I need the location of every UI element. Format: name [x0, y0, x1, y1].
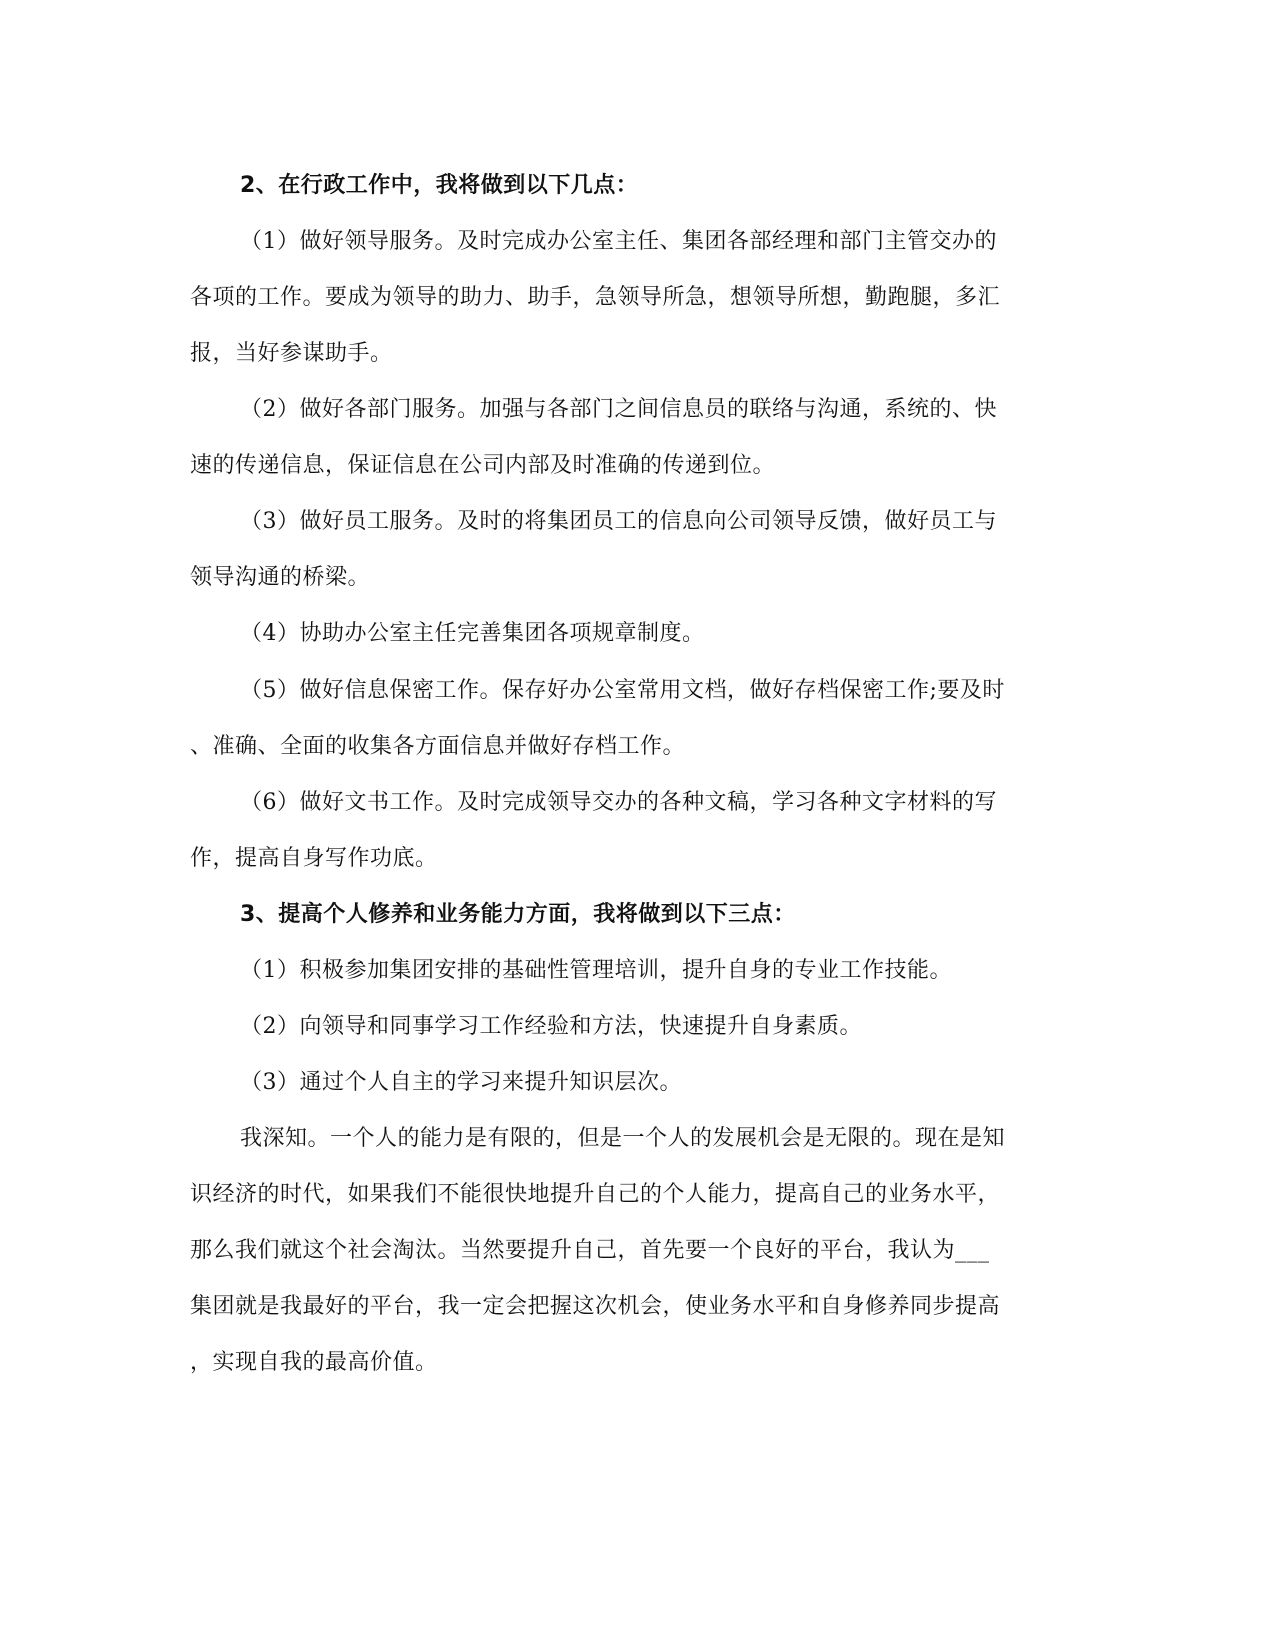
list-item-6-line-1: （6）做好文书工作。及时完成领导交办的各种文稿，学习各种文字材料的写 [240, 790, 997, 815]
section-heading-2: 2、在行政工作中，我将做到以下几点： [240, 173, 639, 198]
closing-paragraph-line-3: 那么我们就这个社会淘汰。当然要提升自己，首先要一个良好的平台，我认为___ [190, 1238, 990, 1263]
point-2: （2）向领导和同事学习工作经验和方法，快速提升自身素质。 [240, 1014, 862, 1039]
closing-paragraph-line-2: 识经济的时代，如果我们不能很快地提升自己的个人能力，提高自己的业务水平， [190, 1182, 1001, 1207]
list-item-6-line-2: 作，提高自身写作功底。 [190, 846, 438, 871]
point-1: （1）积极参加集团安排的基础性管理培训，提升自身的专业工作技能。 [240, 958, 952, 983]
list-item-3-line-2: 领导沟通的桥梁。 [190, 565, 371, 590]
list-item-4-line-1: （4）协助办公室主任完善集团各项规章制度。 [240, 621, 705, 646]
closing-paragraph-line-5: ，实现自我的最高价值。 [190, 1350, 438, 1375]
closing-paragraph-line-1: 我深知。一个人的能力是有限的，但是一个人的发展机会是无限的。现在是知 [240, 1126, 1006, 1151]
list-item-2-line-2: 速的传递信息，保证信息在公司内部及时准确的传递到位。 [190, 453, 776, 478]
section-heading-3: 3、提高个人修养和业务能力方面，我将做到以下三点： [240, 902, 796, 927]
closing-paragraph-line-4: 集团就是我最好的平台，我一定会把握这次机会，使业务水平和自身修养同步提高 [190, 1294, 1001, 1319]
list-item-5-line-1: （5）做好信息保密工作。保存好办公室常用文档，做好存档保密工作;要及时 [240, 678, 1005, 703]
point-3: （3）通过个人自主的学习来提升知识层次。 [240, 1070, 682, 1095]
list-item-1-line-1: （1）做好领导服务。及时完成办公室主任、集团各部经理和部门主管交办的 [240, 229, 997, 254]
list-item-1-line-2: 各项的工作。要成为领导的助力、助手，急领导所急，想领导所想，勤跑腿，多汇 [190, 285, 1001, 310]
list-item-1-line-3: 报，当好参谋助手。 [190, 341, 393, 366]
list-item-2-line-1: （2）做好各部门服务。加强与各部门之间信息员的联络与沟通，系统的、快 [240, 397, 997, 422]
list-item-3-line-1: （3）做好员工服务。及时的将集团员工的信息向公司领导反馈，做好员工与 [240, 509, 997, 534]
list-item-5-line-2: 、准确、全面的收集各方面信息并做好存档工作。 [190, 734, 686, 759]
